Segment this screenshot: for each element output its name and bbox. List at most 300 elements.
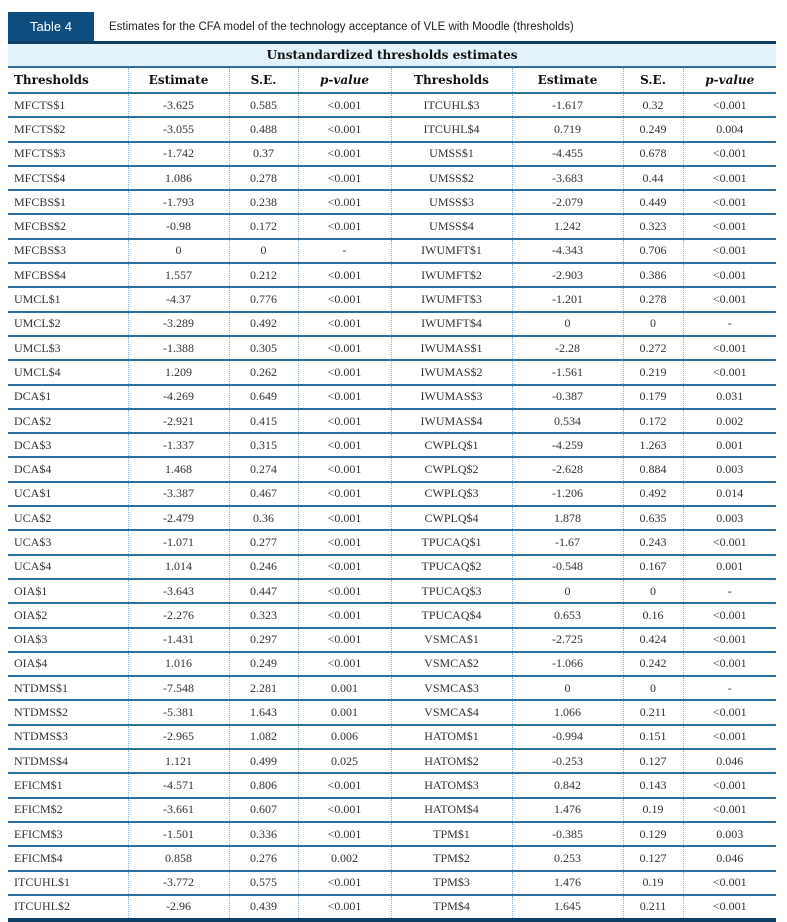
cell-p-value: <0.001 — [683, 652, 776, 676]
table-row — [8, 822, 776, 846]
cell-se: 0 — [229, 239, 298, 263]
cell-estimate: -4.343 — [512, 239, 623, 263]
cell-estimate: 1.878 — [512, 506, 623, 530]
cell-thresholds: IWUMFT$3 — [391, 287, 512, 311]
cell-thresholds: VSMCA$4 — [391, 700, 512, 724]
cell-se: 0.806 — [229, 773, 298, 797]
cell-se: 0.249 — [623, 117, 683, 141]
cell-p-value: 0.001 — [683, 555, 776, 579]
table-container — [8, 12, 776, 922]
table-row — [8, 433, 776, 457]
cell-thresholds: VSMCA$3 — [391, 676, 512, 700]
cell-p-value: <0.001 — [683, 798, 776, 822]
cell-p-value: <0.001 — [683, 603, 776, 627]
cell-thresholds: ITCUHL$3 — [391, 93, 512, 117]
cell-estimate: 1.557 — [128, 263, 229, 287]
table-title: Unstandardized thresholds estimates — [8, 44, 776, 67]
cell-thresholds: MFCBS$1 — [8, 190, 128, 214]
cell-thresholds: MFCBS$2 — [8, 214, 128, 238]
cell-thresholds: TPM$3 — [391, 871, 512, 895]
cell-estimate: 1.476 — [512, 871, 623, 895]
cell-p-value: <0.001 — [298, 652, 391, 676]
cell-se: 0 — [623, 579, 683, 603]
cell-se: 0.212 — [229, 263, 298, 287]
cell-se: 0.424 — [623, 628, 683, 652]
cell-se: 0.211 — [623, 700, 683, 724]
cell-p-value: <0.001 — [298, 798, 391, 822]
cell-se: 0.278 — [229, 166, 298, 190]
cell-thresholds: UMCL$4 — [8, 360, 128, 384]
cell-estimate: 1.645 — [512, 895, 623, 920]
table-row — [8, 287, 776, 311]
cell-thresholds: OIA$4 — [8, 652, 128, 676]
cell-thresholds: ITCUHL$1 — [8, 871, 128, 895]
cell-se: 0.488 — [229, 117, 298, 141]
cell-estimate: 0.842 — [512, 773, 623, 797]
cell-estimate: 0.653 — [512, 603, 623, 627]
cell-se: 0.16 — [623, 603, 683, 627]
cell-se: 0.575 — [229, 871, 298, 895]
cell-se: 0.447 — [229, 579, 298, 603]
cell-se: 0.19 — [623, 871, 683, 895]
cell-thresholds: UCA$4 — [8, 555, 128, 579]
table-row — [8, 846, 776, 870]
cell-se: 0.151 — [623, 725, 683, 749]
table-row — [8, 482, 776, 506]
cell-thresholds: UMCL$2 — [8, 312, 128, 336]
cell-estimate: 0 — [128, 239, 229, 263]
cell-se: 0.415 — [229, 409, 298, 433]
cell-thresholds: DCA$3 — [8, 433, 128, 457]
cell-se: 0.242 — [623, 652, 683, 676]
cell-estimate: 1.014 — [128, 555, 229, 579]
table-row — [8, 700, 776, 724]
cell-thresholds: TPUCAQ$2 — [391, 555, 512, 579]
cell-p-value: - — [683, 676, 776, 700]
table-row — [8, 506, 776, 530]
cell-p-value: <0.001 — [298, 190, 391, 214]
cell-thresholds: IWUMFT$1 — [391, 239, 512, 263]
cell-p-value: <0.001 — [298, 628, 391, 652]
cell-se: 0.219 — [623, 360, 683, 384]
cell-thresholds: OIA$2 — [8, 603, 128, 627]
cell-p-value: <0.001 — [298, 433, 391, 457]
cell-p-value: <0.001 — [683, 895, 776, 920]
cell-estimate: -1.066 — [512, 652, 623, 676]
cell-estimate: 0 — [512, 312, 623, 336]
cell-estimate: 1.476 — [512, 798, 623, 822]
cell-p-value: <0.001 — [298, 166, 391, 190]
cell-se: 0.167 — [623, 555, 683, 579]
cell-estimate: 0 — [512, 579, 623, 603]
cell-estimate: -1.67 — [512, 530, 623, 554]
cell-se: 1.263 — [623, 433, 683, 457]
cell-thresholds: NTDMS$1 — [8, 676, 128, 700]
column-header-thresholds: Thresholds — [391, 67, 512, 93]
cell-estimate: 1.209 — [128, 360, 229, 384]
cell-estimate: -2.28 — [512, 336, 623, 360]
cell-estimate: -1.071 — [128, 530, 229, 554]
cell-p-value: <0.001 — [298, 457, 391, 481]
cell-p-value: <0.001 — [298, 482, 391, 506]
table-row — [8, 579, 776, 603]
cell-thresholds: UMCL$1 — [8, 287, 128, 311]
cell-p-value: <0.001 — [298, 117, 391, 141]
cell-thresholds: IWUMAS$3 — [391, 385, 512, 409]
cell-p-value: <0.001 — [683, 93, 776, 117]
cell-se: 0.635 — [623, 506, 683, 530]
cell-estimate: 1.121 — [128, 749, 229, 773]
cell-p-value: 0.004 — [683, 117, 776, 141]
cell-thresholds: UMSS$4 — [391, 214, 512, 238]
cell-se: 0.492 — [623, 482, 683, 506]
cell-estimate: -2.079 — [512, 190, 623, 214]
cell-estimate: -4.571 — [128, 773, 229, 797]
cell-estimate: -4.259 — [512, 433, 623, 457]
table-row — [8, 628, 776, 652]
table-row — [8, 871, 776, 895]
cell-p-value: <0.001 — [683, 166, 776, 190]
cell-estimate: -3.661 — [128, 798, 229, 822]
cell-estimate: -2.921 — [128, 409, 229, 433]
cell-thresholds: NTDMS$4 — [8, 749, 128, 773]
cell-se: 0.315 — [229, 433, 298, 457]
cell-se: 0.323 — [623, 214, 683, 238]
cell-thresholds: IWUMAS$2 — [391, 360, 512, 384]
cell-se: 0.179 — [623, 385, 683, 409]
cell-se: 0.172 — [229, 214, 298, 238]
cell-p-value: <0.001 — [298, 93, 391, 117]
cell-p-value: 0.001 — [298, 700, 391, 724]
cell-p-value: 0.014 — [683, 482, 776, 506]
cell-thresholds: EFICM$4 — [8, 846, 128, 870]
cell-thresholds: CWPLQ$3 — [391, 482, 512, 506]
cell-p-value: <0.001 — [298, 385, 391, 409]
cell-p-value: 0.031 — [683, 385, 776, 409]
cell-se: 2.281 — [229, 676, 298, 700]
column-header-estimate: Estimate — [128, 67, 229, 93]
cell-thresholds: ITCUHL$2 — [8, 895, 128, 920]
cell-p-value: 0.002 — [298, 846, 391, 870]
cell-se: 0.449 — [623, 190, 683, 214]
table-row — [8, 603, 776, 627]
cell-estimate: -5.381 — [128, 700, 229, 724]
cell-se: 1.082 — [229, 725, 298, 749]
cell-se: 0.211 — [623, 895, 683, 920]
cell-estimate: -1.617 — [512, 93, 623, 117]
cell-estimate: 1.242 — [512, 214, 623, 238]
cell-estimate: -0.253 — [512, 749, 623, 773]
cell-se: 0.272 — [623, 336, 683, 360]
cell-estimate: -1.742 — [128, 142, 229, 166]
cell-se: 0.607 — [229, 798, 298, 822]
cell-p-value: <0.001 — [683, 871, 776, 895]
cell-thresholds: HATOM$4 — [391, 798, 512, 822]
table-caption-text: Estimates for the CFA model of the technology acceptance of VLE with Moodle (thresholds) — [109, 20, 574, 33]
table-row — [8, 385, 776, 409]
cell-estimate: 1.066 — [512, 700, 623, 724]
table-row — [8, 676, 776, 700]
cell-p-value: <0.001 — [298, 530, 391, 554]
cell-thresholds: VSMCA$1 — [391, 628, 512, 652]
cell-estimate: -2.903 — [512, 263, 623, 287]
column-header-p-value: p-value — [298, 67, 391, 93]
cell-p-value: <0.001 — [298, 603, 391, 627]
cell-estimate: -0.994 — [512, 725, 623, 749]
cell-p-value: 0.006 — [298, 725, 391, 749]
cell-thresholds: IWUMAS$4 — [391, 409, 512, 433]
table-caption — [8, 12, 776, 44]
cell-estimate: -1.561 — [512, 360, 623, 384]
cell-p-value: - — [683, 312, 776, 336]
cell-p-value: <0.001 — [683, 725, 776, 749]
cell-estimate: -2.276 — [128, 603, 229, 627]
cell-se: 0.143 — [623, 773, 683, 797]
cell-thresholds: HATOM$3 — [391, 773, 512, 797]
cell-thresholds: UMSS$2 — [391, 166, 512, 190]
thresholds-table — [8, 44, 776, 922]
cell-se: 0.649 — [229, 385, 298, 409]
cell-thresholds: CWPLQ$1 — [391, 433, 512, 457]
cell-thresholds: UMCL$3 — [8, 336, 128, 360]
cell-thresholds: NTDMS$2 — [8, 700, 128, 724]
cell-se: 0.884 — [623, 457, 683, 481]
cell-p-value: <0.001 — [298, 555, 391, 579]
cell-p-value: <0.001 — [298, 773, 391, 797]
cell-estimate: -1.201 — [512, 287, 623, 311]
cell-estimate: -1.337 — [128, 433, 229, 457]
cell-estimate: -3.683 — [512, 166, 623, 190]
cell-se: 0.37 — [229, 142, 298, 166]
cell-estimate: -2.628 — [512, 457, 623, 481]
cell-estimate: -0.385 — [512, 822, 623, 846]
cell-thresholds: UCA$1 — [8, 482, 128, 506]
cell-estimate: 1.468 — [128, 457, 229, 481]
cell-estimate: -1.431 — [128, 628, 229, 652]
cell-se: 0.276 — [229, 846, 298, 870]
column-header-se: S.E. — [623, 67, 683, 93]
cell-thresholds: ITCUHL$4 — [391, 117, 512, 141]
cell-thresholds: CWPLQ$4 — [391, 506, 512, 530]
cell-se: 0.19 — [623, 798, 683, 822]
cell-se: 0.172 — [623, 409, 683, 433]
cell-se: 0.262 — [229, 360, 298, 384]
cell-thresholds: TPUCAQ$1 — [391, 530, 512, 554]
cell-estimate: -1.501 — [128, 822, 229, 846]
cell-thresholds: DCA$1 — [8, 385, 128, 409]
cell-thresholds: MFCBS$3 — [8, 239, 128, 263]
table-row — [8, 652, 776, 676]
cell-se: 0.386 — [623, 263, 683, 287]
cell-p-value: 0.003 — [683, 506, 776, 530]
cell-se: 0.36 — [229, 506, 298, 530]
cell-se: 0.706 — [623, 239, 683, 263]
cell-se: 0.274 — [229, 457, 298, 481]
cell-thresholds: TPUCAQ$4 — [391, 603, 512, 627]
cell-thresholds: IWUMFT$2 — [391, 263, 512, 287]
cell-estimate: -3.625 — [128, 93, 229, 117]
cell-p-value: 0.046 — [683, 846, 776, 870]
cell-thresholds: UMSS$1 — [391, 142, 512, 166]
table-row — [8, 166, 776, 190]
cell-p-value: <0.001 — [683, 239, 776, 263]
cell-p-value: 0.001 — [683, 433, 776, 457]
cell-se: 0.32 — [623, 93, 683, 117]
table-row — [8, 214, 776, 238]
cell-estimate: -7.548 — [128, 676, 229, 700]
cell-thresholds: UCA$2 — [8, 506, 128, 530]
cell-p-value: <0.001 — [298, 822, 391, 846]
cell-thresholds: VSMCA$2 — [391, 652, 512, 676]
cell-p-value: 0.025 — [298, 749, 391, 773]
cell-thresholds: TPUCAQ$3 — [391, 579, 512, 603]
cell-se: 0.127 — [623, 749, 683, 773]
cell-thresholds: TPM$1 — [391, 822, 512, 846]
cell-p-value: <0.001 — [298, 263, 391, 287]
cell-estimate: -2.965 — [128, 725, 229, 749]
cell-p-value: <0.001 — [298, 871, 391, 895]
table-row — [8, 749, 776, 773]
cell-p-value: <0.001 — [683, 214, 776, 238]
table-row — [8, 239, 776, 263]
column-header-se: S.E. — [229, 67, 298, 93]
cell-p-value: <0.001 — [298, 142, 391, 166]
cell-p-value: <0.001 — [683, 628, 776, 652]
cell-estimate: -0.387 — [512, 385, 623, 409]
cell-estimate: 0.858 — [128, 846, 229, 870]
cell-p-value: <0.001 — [298, 360, 391, 384]
cell-estimate: -1.206 — [512, 482, 623, 506]
cell-thresholds: NTDMS$3 — [8, 725, 128, 749]
cell-se: 0.44 — [623, 166, 683, 190]
cell-se: 0 — [623, 676, 683, 700]
cell-se: 0.305 — [229, 336, 298, 360]
cell-p-value: <0.001 — [683, 142, 776, 166]
column-header-estimate: Estimate — [512, 67, 623, 93]
cell-thresholds: EFICM$2 — [8, 798, 128, 822]
table-row — [8, 263, 776, 287]
cell-estimate: -3.387 — [128, 482, 229, 506]
cell-p-value: <0.001 — [298, 506, 391, 530]
cell-estimate: -4.37 — [128, 287, 229, 311]
cell-estimate: -2.725 — [512, 628, 623, 652]
header-row — [8, 67, 776, 93]
cell-p-value: 0.002 — [683, 409, 776, 433]
cell-p-value: <0.001 — [298, 214, 391, 238]
cell-p-value: 0.003 — [683, 457, 776, 481]
table-row — [8, 530, 776, 554]
cell-se: 0.467 — [229, 482, 298, 506]
cell-estimate: 0 — [512, 676, 623, 700]
cell-thresholds: MFCTS$2 — [8, 117, 128, 141]
cell-thresholds: MFCBS$4 — [8, 263, 128, 287]
cell-p-value: <0.001 — [298, 312, 391, 336]
cell-estimate: 0.534 — [512, 409, 623, 433]
cell-p-value: <0.001 — [683, 700, 776, 724]
cell-se: 0.336 — [229, 822, 298, 846]
table-row — [8, 409, 776, 433]
cell-thresholds: EFICM$3 — [8, 822, 128, 846]
cell-p-value: <0.001 — [683, 263, 776, 287]
cell-thresholds: DCA$2 — [8, 409, 128, 433]
cell-se: 0.278 — [623, 287, 683, 311]
table-row — [8, 142, 776, 166]
cell-p-value: <0.001 — [298, 895, 391, 920]
cell-se: 0.249 — [229, 652, 298, 676]
cell-se: 0.585 — [229, 93, 298, 117]
cell-p-value: <0.001 — [298, 579, 391, 603]
cell-thresholds: TPM$2 — [391, 846, 512, 870]
cell-p-value: <0.001 — [683, 530, 776, 554]
cell-thresholds: IWUMAS$1 — [391, 336, 512, 360]
cell-estimate: -4.269 — [128, 385, 229, 409]
cell-thresholds: IWUMFT$4 — [391, 312, 512, 336]
cell-estimate: 0.719 — [512, 117, 623, 141]
cell-estimate: -2.96 — [128, 895, 229, 920]
cell-thresholds: CWPLQ$2 — [391, 457, 512, 481]
table-row — [8, 117, 776, 141]
cell-thresholds: HATOM$1 — [391, 725, 512, 749]
cell-thresholds: UCA$3 — [8, 530, 128, 554]
table-row — [8, 895, 776, 920]
table-row — [8, 336, 776, 360]
cell-estimate: 1.086 — [128, 166, 229, 190]
cell-thresholds: DCA$4 — [8, 457, 128, 481]
cell-thresholds: OIA$1 — [8, 579, 128, 603]
table-row — [8, 190, 776, 214]
cell-estimate: -3.772 — [128, 871, 229, 895]
table-row — [8, 773, 776, 797]
cell-se: 1.643 — [229, 700, 298, 724]
cell-estimate: 1.016 — [128, 652, 229, 676]
cell-p-value: <0.001 — [683, 336, 776, 360]
cell-estimate: -0.548 — [512, 555, 623, 579]
cell-se: 0.243 — [623, 530, 683, 554]
cell-thresholds: MFCTS$1 — [8, 93, 128, 117]
cell-estimate: -3.643 — [128, 579, 229, 603]
cell-thresholds: HATOM$2 — [391, 749, 512, 773]
table-row — [8, 798, 776, 822]
cell-estimate: -1.388 — [128, 336, 229, 360]
cell-estimate: -3.055 — [128, 117, 229, 141]
cell-thresholds: MFCTS$4 — [8, 166, 128, 190]
cell-se: 0.277 — [229, 530, 298, 554]
cell-thresholds: UMSS$3 — [391, 190, 512, 214]
table-title-row — [8, 44, 776, 67]
cell-thresholds: OIA$3 — [8, 628, 128, 652]
cell-p-value: 0.001 — [298, 676, 391, 700]
cell-se: 0.439 — [229, 895, 298, 920]
table-label: Table 4 — [8, 12, 94, 41]
cell-p-value: <0.001 — [683, 190, 776, 214]
table-row — [8, 555, 776, 579]
cell-p-value: <0.001 — [298, 287, 391, 311]
cell-estimate: -2.479 — [128, 506, 229, 530]
cell-se: 0.499 — [229, 749, 298, 773]
cell-se: 0.776 — [229, 287, 298, 311]
cell-p-value: 0.046 — [683, 749, 776, 773]
cell-se: 0.246 — [229, 555, 298, 579]
cell-p-value: <0.001 — [683, 773, 776, 797]
cell-estimate: -4.455 — [512, 142, 623, 166]
table-row — [8, 457, 776, 481]
cell-p-value: <0.001 — [298, 409, 391, 433]
column-header-p-value: p-value — [683, 67, 776, 93]
cell-se: 0.238 — [229, 190, 298, 214]
table-row — [8, 725, 776, 749]
cell-p-value: <0.001 — [683, 287, 776, 311]
cell-p-value: 0.003 — [683, 822, 776, 846]
